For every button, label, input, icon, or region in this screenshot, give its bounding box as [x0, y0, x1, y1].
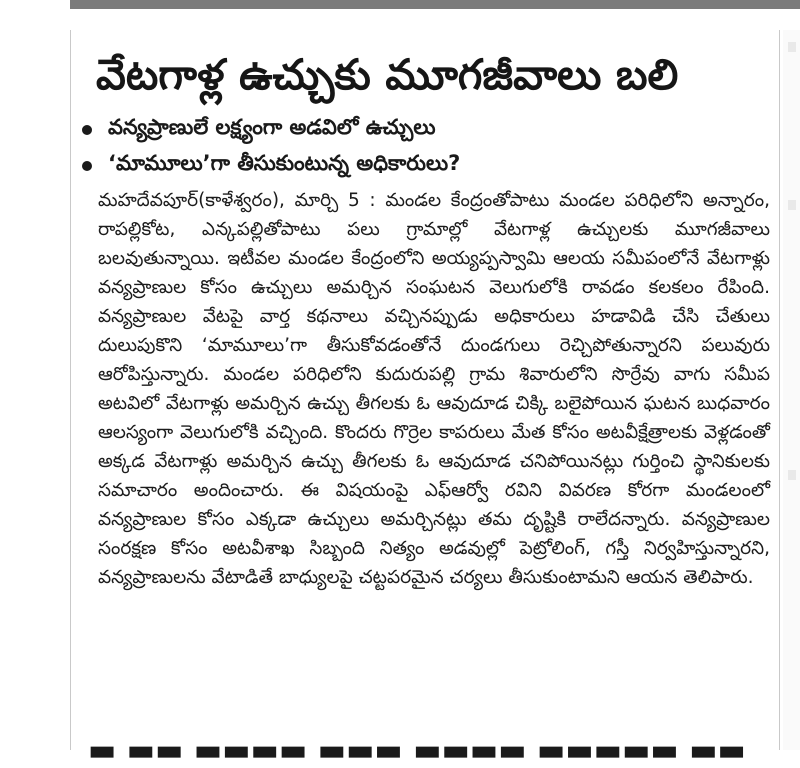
bullet-dot-icon: [82, 161, 92, 171]
bullet-text: వన్యప్రాణులే లక్ష్యంగా అడవిలో ఉచ్చులు: [108, 115, 436, 139]
bullet-dot-icon: [82, 125, 92, 135]
article-headline: వేటగాళ్ల ఉచ్చుకు మూగజీవాలు బలి: [96, 50, 679, 99]
bullet-item: [82, 148, 772, 184]
next-article-cropped-headline: ▬ ▬▬ ▬▬▬▬ ▬▬▬ ▬▬▬▬ ▬▬▬▬▬ ▬▬: [88, 733, 746, 768]
highlight-bullets: [82, 112, 772, 184]
column-rule-right: [779, 30, 780, 750]
article-body: మహదేవపూర్(కాళేశ్వరం), మార్చి 5 : మండల కేంద్రంతోపాటు మండల పరిధిలోని అన్నారం, రాపల్లికోట, ఎన్కపల్లితోపాటు పలు గ్రామాల్లో వేటగాళ్ల ఉచ్చులకు మూగజీవాలు బలవుతున్నాయి. ఇటీవల మండల కేంద్రంలోని అయ్యప్పస్వామి ఆలయ సమీపంలోనే వేటగాళ్లు వన్యప్రాణుల కోసం ఉచ్చులు అమర్చిన సంఘటన వెలుగులోకి రావడం కలకలం రేపింది. వన్యప్రాణుల వేటపై వార్త కథనాలు వచ్చినప్పుడు అధికారులు హడావిడి చేసి చేతులు దులుపుకొని ‘మామూలు’గా తీసుకోవడంతోనే దుండగులు రెచ్చిపోతున్నారని పలువురు ఆరోపిస్తున్నారు. మండల పరిధిలోని కుదురుపల్లి గ్రామ శివారులోని సొర్రేవు వాగు సమీప అటవిలో వేటగాళ్లు అమర్చిన ఉచ్చు తీగలకు ఓ ఆవుదూడ చిక్కి బలైపోయిన ఘటన బుధవారం ఆలస్యంగా వెలుగులోకి వచ్చింది. కొందరు గొర్రెల కాపరులు మేత కోసం అటవీక్షేత్రాలకు వెళ్లడంతో అక్కడ వేటగాళ్లు అమర్చిన ఉచ్చు తీగలకు ఓ ఆవుదూడ చనిపోయినట్లు గుర్తించి స్థానికులకు సమాచారం అందించారు. ఈ విషయంపై ఎఫ్ఆర్వో రవిని వివరణ కోరగా మండలంలో వన్యప్రాణుల కోసం ఎక్కడా ఉచ్చులు అమర్చినట్లు తమ దృష్టికి రాలేదన్నారు. వన్యప్రాణుల సంరక్షణ కోసం అటవీశాఖ సిబ్బంది నిత్యం అడవుల్లో పెట్రోలింగ్, గస్తీ నిర్వహిస్తున్నారని, వన్యప్రాణులను వేటాడితే బాధ్యులపై చట్టపరమైన చర్యలు తీసుకుంటామని ఆయన తెలిపారు.: [98, 190, 770, 588]
adjacent-column-glyph: [788, 200, 796, 210]
top-border-bar: [70, 0, 800, 9]
adjacent-column-edge: [783, 30, 800, 750]
bullet-text: ‘మామూలు’గా తీసుకుంటున్న అధికారులు?: [108, 151, 461, 175]
adjacent-column-glyph: [788, 42, 796, 52]
column-rule-left: [70, 30, 71, 750]
adjacent-column-glyph: [788, 470, 796, 480]
bullet-item: [82, 112, 772, 148]
